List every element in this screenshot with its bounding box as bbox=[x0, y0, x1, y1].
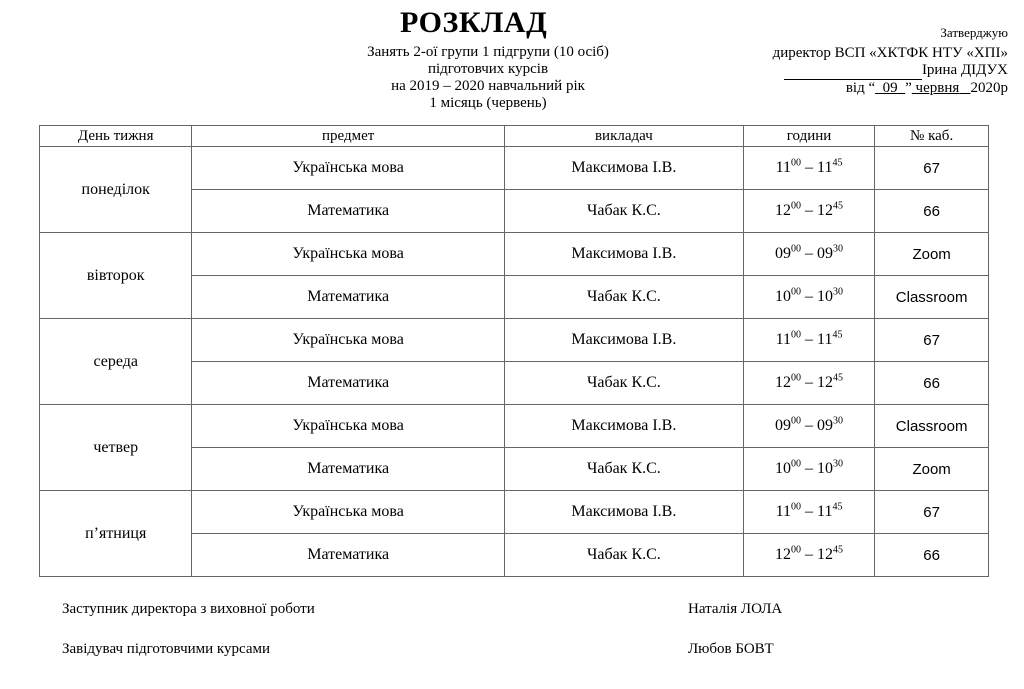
teacher-cell: Максимова І.В. bbox=[504, 405, 743, 448]
end-minutes: 45 bbox=[832, 501, 843, 513]
start-minutes: 00 bbox=[791, 157, 802, 169]
start-hour: 09 bbox=[775, 417, 792, 434]
teacher-cell: Максимова І.В. bbox=[504, 491, 743, 534]
table-row bbox=[40, 147, 989, 190]
approval-signature bbox=[784, 62, 1008, 80]
end-minutes: 45 bbox=[832, 157, 843, 169]
end-hour: 11 bbox=[817, 331, 833, 348]
room-cell: 66 bbox=[875, 190, 989, 233]
room-cell: 66 bbox=[875, 534, 989, 577]
approval-date bbox=[846, 80, 1008, 97]
date-year: 2020р bbox=[970, 80, 1008, 96]
head-name: Любов БОВТ bbox=[688, 641, 774, 657]
col-header-subject: предмет bbox=[192, 126, 504, 147]
date-mid: ” bbox=[905, 80, 912, 96]
col-header-teacher: викладач bbox=[504, 126, 743, 147]
date-month: червня bbox=[915, 80, 960, 96]
hours-cell: $11^{00} - 11^{45}$ bbox=[743, 147, 874, 190]
day-cell: середа bbox=[40, 319, 192, 405]
teacher-cell: Чабак К.С. bbox=[504, 190, 743, 233]
signature-line bbox=[784, 62, 922, 80]
subject-cell: Математика bbox=[192, 362, 504, 405]
hours-cell: $10^{00} - 10^{30}$ bbox=[743, 448, 874, 491]
room-cell: Classroom bbox=[875, 405, 989, 448]
subject-cell: Математика bbox=[192, 448, 504, 491]
head-title: Завідувач підготовчими курсами bbox=[62, 641, 271, 657]
col-header-room: № каб. bbox=[875, 126, 989, 147]
start-hour: 12 bbox=[775, 546, 792, 563]
month-line: 1 місяць (червень) bbox=[429, 95, 547, 111]
approval-title: Затверджую bbox=[940, 25, 1008, 40]
teacher-cell: Чабак К.С. bbox=[504, 534, 743, 577]
subject-cell: Українська мова bbox=[192, 405, 504, 448]
start-hour: 10 bbox=[775, 288, 792, 305]
day-cell: вівторок bbox=[40, 233, 192, 319]
subject-cell: Українська мова bbox=[192, 491, 504, 534]
start-minutes: 00 bbox=[791, 286, 802, 298]
teacher-cell: Максимова І.В. bbox=[504, 233, 743, 276]
teacher-cell: Максимова І.В. bbox=[504, 147, 743, 190]
teacher-cell: Чабак К.С. bbox=[504, 362, 743, 405]
start-hour: 11 bbox=[775, 159, 792, 176]
table-row bbox=[40, 491, 989, 534]
start-minutes: 00 bbox=[791, 501, 802, 513]
start-hour: 12 bbox=[775, 202, 792, 219]
subject-cell: Українська мова bbox=[192, 147, 504, 190]
end-hour: 12 bbox=[817, 546, 834, 563]
start-hour: 11 bbox=[775, 331, 792, 348]
room-cell: 67 bbox=[875, 147, 989, 190]
start-minutes: 00 bbox=[791, 458, 802, 470]
end-minutes: 45 bbox=[833, 544, 844, 556]
group-line: Занять 2-ої групи 1 підгрупи (10 осіб) bbox=[367, 44, 609, 60]
end-hour: 11 bbox=[817, 503, 833, 520]
end-hour: 10 bbox=[817, 460, 834, 477]
end-hour: 10 bbox=[817, 288, 834, 305]
room-cell: Zoom bbox=[875, 448, 989, 491]
schedule-body bbox=[40, 147, 989, 577]
courses-line: підготовчих курсів bbox=[427, 61, 549, 77]
table-row bbox=[40, 405, 989, 448]
day-cell: четвер bbox=[40, 405, 192, 491]
room-cell: 66 bbox=[875, 362, 989, 405]
start-minutes: 00 bbox=[791, 372, 802, 384]
end-hour: 12 bbox=[817, 374, 834, 391]
end-minutes: 30 bbox=[833, 415, 844, 427]
end-minutes: 45 bbox=[833, 200, 844, 212]
end-minutes: 30 bbox=[833, 243, 844, 255]
start-hour: 09 bbox=[775, 245, 792, 262]
table-header-row bbox=[40, 126, 989, 147]
teacher-cell: Чабак К.С. bbox=[504, 276, 743, 319]
start-minutes: 00 bbox=[791, 415, 802, 427]
start-minutes: 00 bbox=[791, 200, 802, 212]
approval-position: директор ВСП «ХКТФК НТУ «ХПІ» bbox=[772, 45, 1008, 61]
table-row bbox=[40, 233, 989, 276]
end-hour: 12 bbox=[817, 202, 834, 219]
end-minutes: 45 bbox=[832, 329, 843, 341]
subject-cell: Українська мова bbox=[192, 319, 504, 362]
end-hour: 11 bbox=[817, 159, 833, 176]
day-cell: п’ятниця bbox=[40, 491, 192, 577]
start-minutes: 00 bbox=[791, 544, 802, 556]
room-cell: Zoom bbox=[875, 233, 989, 276]
hours-cell: $09^{00} - 09^{30}$ bbox=[743, 233, 874, 276]
end-minutes: 30 bbox=[833, 458, 844, 470]
date-day: 09 bbox=[882, 80, 898, 96]
table-row bbox=[40, 319, 989, 362]
col-header-hours: години bbox=[743, 126, 874, 147]
end-minutes: 45 bbox=[833, 372, 844, 384]
end-hour: 09 bbox=[817, 245, 834, 262]
hours-cell: $12^{00} - 12^{45}$ bbox=[743, 534, 874, 577]
academic-year-line: на 2019 – 2020 навчальний рік bbox=[391, 78, 585, 94]
schedule-table bbox=[39, 125, 989, 577]
hours-cell: $11^{00} - 11^{45}$ bbox=[743, 491, 874, 534]
start-hour: 11 bbox=[775, 503, 792, 520]
hours-cell: $11^{00} - 11^{45}$ bbox=[743, 319, 874, 362]
teacher-cell: Максимова І.В. bbox=[504, 319, 743, 362]
end-minutes: 30 bbox=[833, 286, 844, 298]
hours-cell: $12^{00} - 12^{45}$ bbox=[743, 190, 874, 233]
hours-cell: $12^{00} - 12^{45}$ bbox=[743, 362, 874, 405]
approver-name: Ірина ДІДУХ bbox=[921, 62, 1008, 78]
deputy-name: Наталія ЛОЛА bbox=[688, 601, 783, 617]
subject-cell: Математика bbox=[192, 534, 504, 577]
start-hour: 10 bbox=[775, 460, 792, 477]
room-cell: 67 bbox=[875, 491, 989, 534]
subject-cell: Українська мова bbox=[192, 233, 504, 276]
start-minutes: 00 bbox=[791, 329, 802, 341]
end-hour: 09 bbox=[817, 417, 834, 434]
start-minutes: 00 bbox=[791, 243, 802, 255]
room-cell: 67 bbox=[875, 319, 989, 362]
document-title: РОЗКЛАД bbox=[400, 6, 548, 39]
date-prefix: від “ bbox=[845, 80, 876, 96]
subject-cell: Математика bbox=[192, 276, 504, 319]
hours-cell: $09^{00} - 09^{30}$ bbox=[743, 405, 874, 448]
deputy-title: Заступник директора з виховної роботи bbox=[62, 601, 315, 617]
room-cell: Classroom bbox=[875, 276, 989, 319]
start-hour: 12 bbox=[775, 374, 792, 391]
teacher-cell: Чабак К.С. bbox=[504, 448, 743, 491]
day-cell: понеділок bbox=[40, 147, 192, 233]
subject-cell: Математика bbox=[192, 190, 504, 233]
col-header-day: День тижня bbox=[40, 126, 192, 147]
hours-cell: $10^{00} - 10^{30}$ bbox=[743, 276, 874, 319]
